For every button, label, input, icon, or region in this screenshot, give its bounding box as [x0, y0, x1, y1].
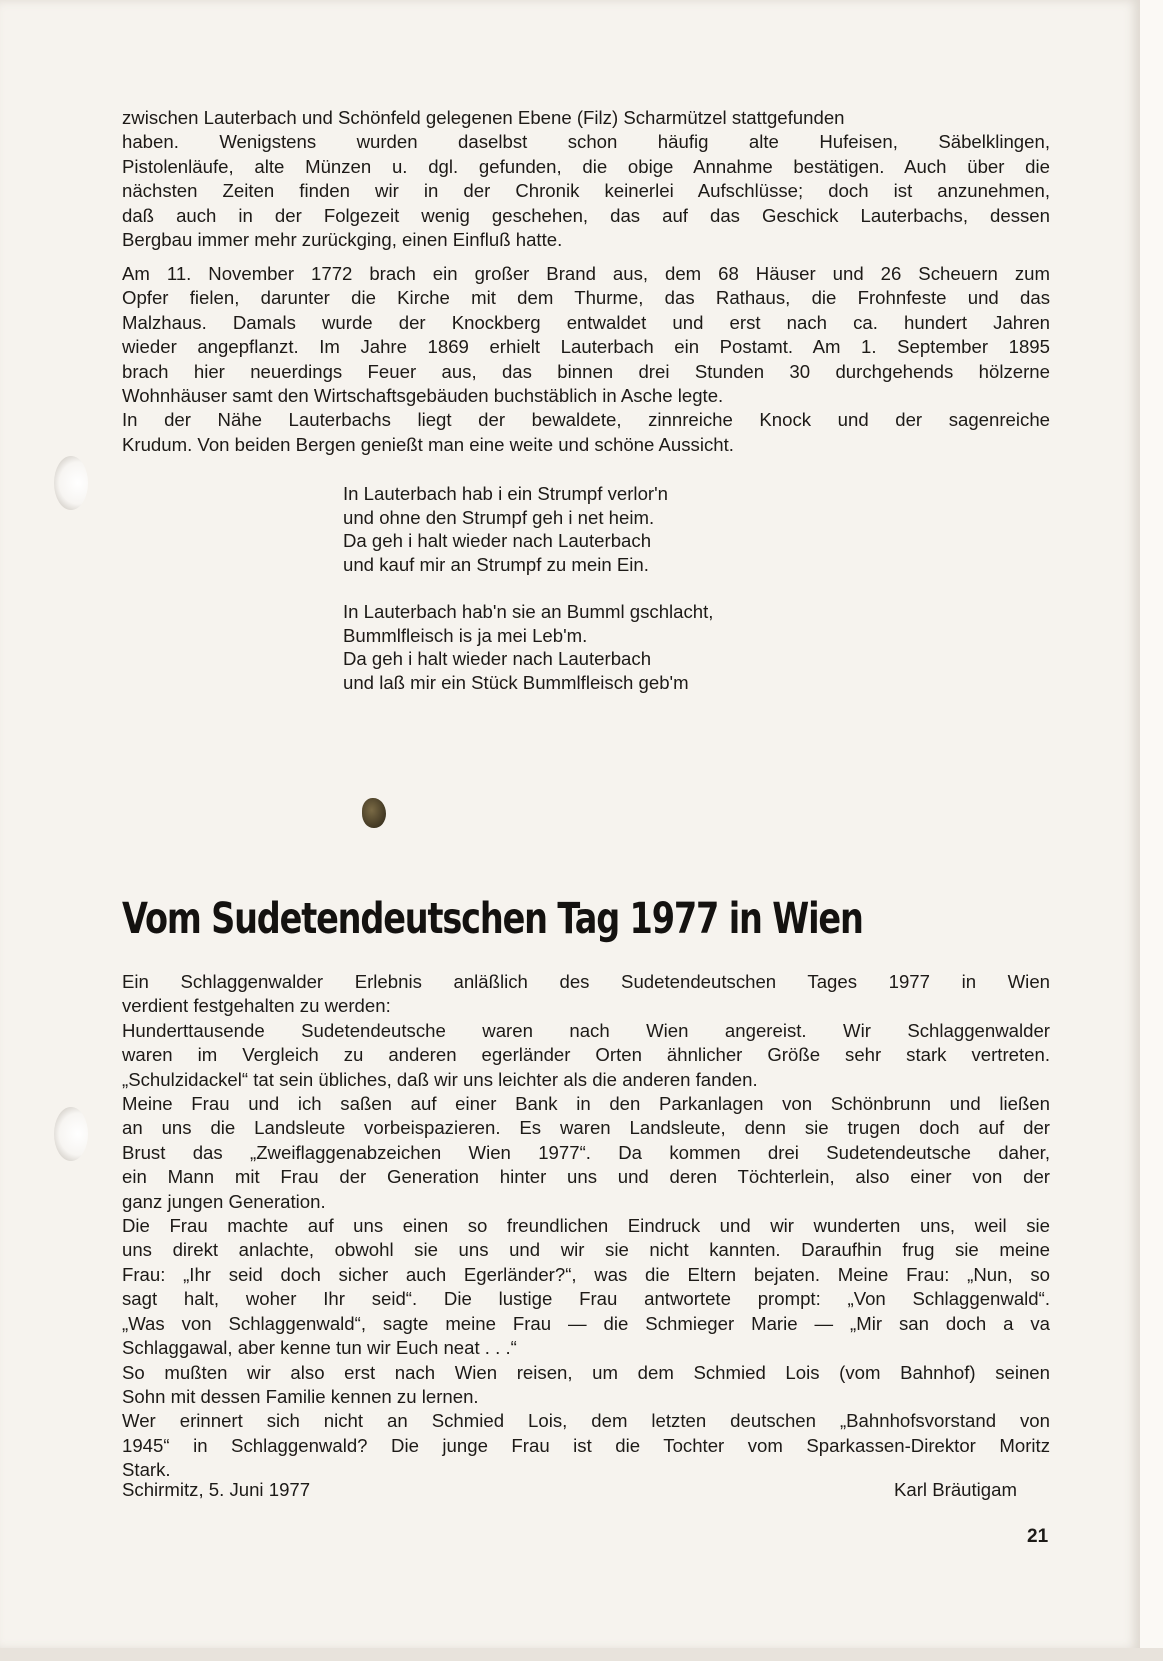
text-line: Bergbau immer mehr zurückging, einen Einfluß hatte.	[122, 229, 563, 251]
text-line: Sohn mit dessen Familie kennen zu lernen.	[122, 1385, 479, 1407]
text-line: Krudum. Von beiden Bergen genießt man eine weite und schöne Aussicht.	[122, 433, 734, 455]
text-line: uns direkt anlachte, obwohl sie uns und wir sie nicht kannten. Daraufhin frug sie meine	[122, 1239, 1050, 1261]
text-line: verdient festgehalten zu werden:	[122, 995, 391, 1017]
text-line: Frau: „Ihr seid doch sicher auch Egerländer?“, was die Eltern bejaten. Meine Frau: „Nun, so	[122, 1263, 1050, 1285]
text-line: Malzhaus. Damals wurde der Knockberg entwaldet und erst nach ca. hundert Jahren	[122, 311, 1050, 333]
text-line: 1945“ in Schlaggenwald? Die junge Frau ist die Tochter vom Sparkassen-Direktor Moritz	[122, 1434, 1050, 1456]
page-number: 21	[1027, 1526, 1049, 1547]
text-line: „Schulzidackel“ tat sein übliches, daß wir uns leichter als die anderen fanden.	[122, 1068, 758, 1090]
author-name: Karl Bräutigam	[894, 1479, 1017, 1500]
text-line: In der Nähe Lauterbachs liegt der bewaldete, zinnreiche Knock und der sagenreiche	[122, 409, 1050, 431]
poem-line: und ohne den Strumpf geh i net heim.	[343, 506, 655, 528]
page-edge	[0, 1648, 1163, 1661]
text-line: an uns die Landsleute vorbeispazieren. Es waren Landsleute, denn sie trugen doch auf der	[122, 1117, 1050, 1139]
text-line: Stark.	[122, 1459, 171, 1481]
poem-line: In Lauterbach hab i ein Strumpf verlor'n	[343, 483, 668, 504]
text-line: Pistolenläufe, alte Münzen u. dgl. gefunden, die obige Annahme bestätigen. Auch über die	[122, 155, 1050, 177]
text-line: Opfer fielen, darunter die Kirche mit dem Thurme, das Rathaus, die Frohnfeste und das	[122, 287, 1050, 309]
text-line: nächsten Zeiten finden wir in der Chronik keinerlei Aufschlüsse; doch ist anzunehmen,	[122, 180, 1050, 202]
text-line: „Was von Schlaggenwald“, sagte meine Frau — die Schmieger Marie — „Mir san doch a va	[122, 1312, 1050, 1334]
poem-line: Bummlfleisch is ja mei Leb'm.	[343, 624, 588, 646]
text-line: So mußten wir also erst nach Wien reisen, um dem Schmied Lois (vom Bahnhof) seinen	[122, 1361, 1050, 1383]
text-line: Am 11. November 1772 brach ein großer Brand aus, dem 68 Häuser und 26 Scheuern zum	[122, 263, 1050, 284]
paragraph-history-continued	[122, 106, 1050, 252]
section-heading: Vom Sudetendeutschen Tag 1977 in Wien	[122, 894, 863, 944]
text-line: wieder angepflanzt. Im Jahre 1869 erhielt Lauterbach ein Postamt. Am 1. September 1895	[122, 336, 1050, 358]
text-line: haben. Wenigstens wurden daselbst schon häufig alte Hufeisen, Säbelklingen,	[122, 131, 1050, 153]
poem-line: Da geh i halt wieder nach Lauterbach	[343, 648, 652, 669]
text-line: Wer erinnert sich nicht an Schmied Lois, dem letzten deutschen „Bahnhofsvorstand von	[122, 1410, 1050, 1432]
text-line: waren im Vergleich zu anderen egerländer Orten ähnlicher Größe sehr stark vertreten.	[122, 1044, 1050, 1066]
text-line: zwischen Lauterbach und Schönfeld gelegenen Ebene (Filz) Scharmützel stattgefunden	[122, 107, 845, 128]
text-line: Meine Frau und ich saßen auf einer Bank in den Parkanlagen von Schönbrunn und ließen	[122, 1093, 1050, 1115]
poem-line: In Lauterbach hab'n sie an Bumml gschlacht,	[343, 601, 714, 622]
text-line: brach hier neuerdings Feuer aus, das binnen drei Stunden 30 durchgehends hölzerne	[122, 360, 1050, 382]
poem-line: und kauf mir an Strumpf zu mein Ein.	[343, 553, 649, 575]
text-line: ganz jungen Generation.	[122, 1190, 326, 1212]
place-date: Schirmitz, 5. Juni 1977	[122, 1479, 311, 1500]
text-line: sagt halt, woher Ihr seid“. Die lustige Frau antwortete prompt: „Von Schlaggenwald“.	[122, 1288, 1050, 1310]
poem-stanza-2	[343, 600, 713, 694]
punch-hole	[54, 1107, 88, 1161]
paragraph-fire-history	[122, 262, 1050, 457]
text-line: Brust das „Zweiflaggenabzeichen Wien 1977“. Da kommen drei Sudetendeutsche daher,	[122, 1141, 1050, 1163]
text-line: Wohnhäuser samt den Wirtschaftsgebäuden buchstäblich in Asche legte.	[122, 385, 724, 407]
paper-blemish	[362, 798, 386, 828]
text-line: daß auch in der Folgezeit wenig geschehen, das auf das Geschick Lauterbachs, dessen	[122, 204, 1050, 226]
text-line: Ein Schlaggenwalder Erlebnis anläßlich des Sudetendeutschen Tages 1977 in Wien	[122, 971, 1050, 992]
paragraph-wien-story	[122, 970, 1050, 1483]
text-line: Hunderttausende Sudetendeutsche waren nach Wien angereist. Wir Schlaggenwalder	[122, 1019, 1050, 1041]
text-line: Die Frau machte auf uns einen so freundlichen Eindruck und wir wunderten uns, weil sie	[122, 1215, 1050, 1237]
text-line: Schlaggawal, aber kenne tun wir Euch neat . . .“	[122, 1337, 517, 1359]
poem-line: Da geh i halt wieder nach Lauterbach	[343, 530, 652, 551]
text-line: ein Mann mit Frau der Generation hinter uns und deren Töchterlein, also einer von der	[122, 1166, 1050, 1188]
poem-stanza-1	[343, 482, 668, 576]
punch-hole	[54, 456, 88, 510]
poem-line: und laß mir ein Stück Bummlfleisch geb'm	[343, 671, 689, 693]
